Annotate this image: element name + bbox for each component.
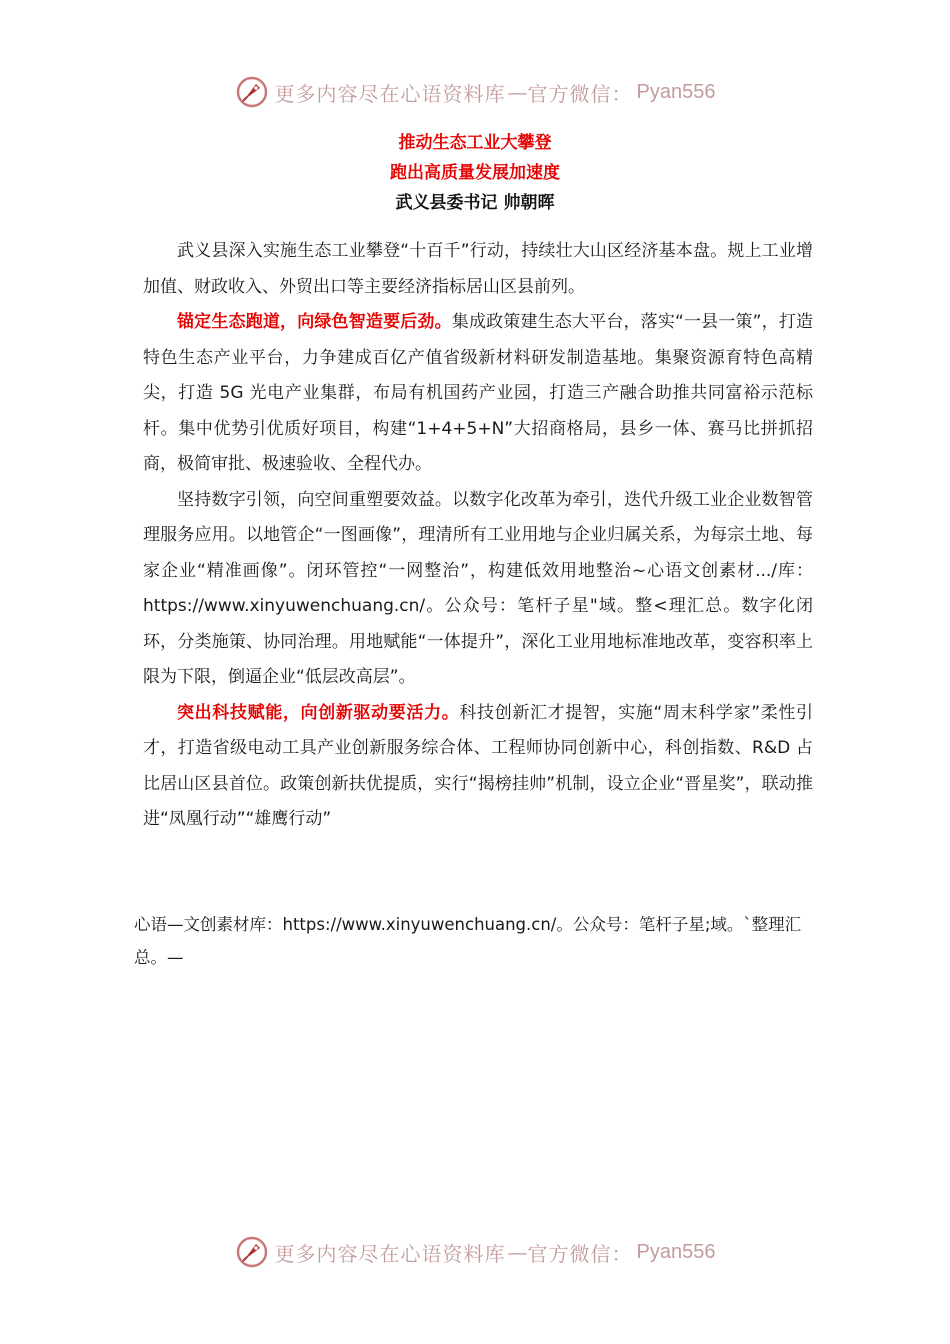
pen-nib-logo-icon xyxy=(235,75,269,109)
paragraph-3-text: 坚持数字引领，向空间重塑要效益。以数字化改革为牵引，迭代升级工业企业数智管理服务应用。以地管企“一图画像”，理清所有工业用地与企业归属关系，为每宗土地、每家企业“精准画像”。闭环管控“一网整治”，构建低效用地整治~心语文创素材.../库：https://www.xinyuwenchuang.cn/。公众号：笔杆子星"域。整<理汇总。数字化闭环，分类施策、协同治理。用地赋能“一体提升”，深化工业用地标准地改革，变容积率上限为下限，倒逼企业“低层改高层”。 xyxy=(143,489,813,687)
banner-text: 更多内容尽在心语资料库 xyxy=(274,81,506,106)
pen-nib-logo-icon xyxy=(235,1235,269,1269)
paragraph-2 xyxy=(143,305,813,483)
footer-banner-wechat-label: 官方微信： xyxy=(527,1241,633,1266)
paragraph-4 xyxy=(143,696,813,838)
article-body xyxy=(143,234,813,838)
banner-separator: — xyxy=(507,80,528,104)
footer-note: 心语—文创素材库：https://www.xinyuwenchuang.cn/。公众号：笔杆子星;域。`整理汇总。— xyxy=(134,915,802,967)
footer-banner xyxy=(0,1232,950,1272)
banner-wechat-label: 官方微信： xyxy=(527,81,633,106)
paragraph-4-text: 科技创新汇才提智，实施“周末科学家”柔性引才，打造省级电动工具产业创新服务综合体、工程师协同创新中心，科创指数、R&D 占比居山区县首位。政策创新扶优提质，实行“揭榜挂帅”机制，设立企业“晋星奖”，联动推进“凤凰行动”“雄鹰行动” xyxy=(143,702,813,829)
paragraph-3 xyxy=(143,483,813,696)
title-block xyxy=(0,128,950,218)
header-banner xyxy=(0,72,950,112)
paragraph-2-lead: 锚定生态跑道，向绿色智造要后劲。 xyxy=(177,312,452,332)
footer-banner-text: 更多内容尽在心语资料库 xyxy=(274,1241,506,1266)
paragraph-1 xyxy=(143,234,813,305)
footer-banner-wechat-id: Pyan556 xyxy=(636,1240,716,1263)
title-line-1: 推动生态工业大攀登 xyxy=(398,133,552,153)
title-line-2: 跑出高质量发展加速度 xyxy=(390,163,560,183)
footer-banner-separator: — xyxy=(507,1240,528,1264)
paragraph-2-text: 集成政策建生态大平台，落实“一县一策”，打造特色生态产业平台，力争建成百亿产值省级新材料研发制造基地。集聚资源育特色高精尖，打造 5G 光电产业集群，布局有机国药产业园，打造三产融合助推共同富裕示范标杆。集中优势引优质好项目，构建“1+4+5+N”大招商格局，县乡一体、赛马比拼抓招商，极简审批、极速验收、全程代办。 xyxy=(143,312,813,474)
author-line: 武义县委书记 帅朝晖 xyxy=(395,193,555,213)
banner-wechat-id: Pyan556 xyxy=(636,80,716,103)
paragraph-1-text: 武义县深入实施生态工业攀登“十百千”行动，持续壮大山区经济基本盘。规上工业增加值、财政收入、外贸出口等主要经济指标居山区县前列。 xyxy=(143,241,813,297)
paragraph-4-lead: 突出科技赋能，向创新驱动要活力。 xyxy=(177,702,460,723)
